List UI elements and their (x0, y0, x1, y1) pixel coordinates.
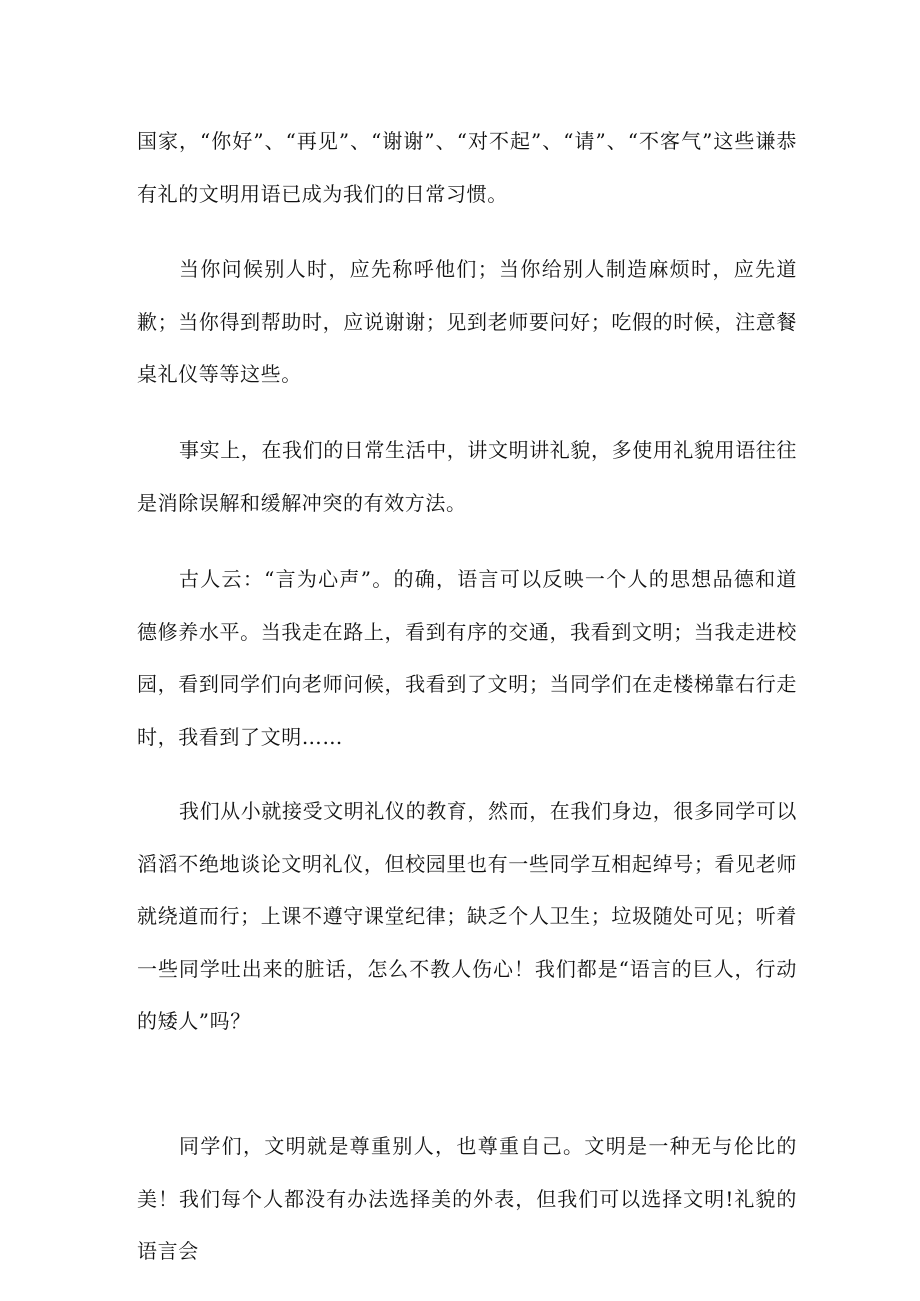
paragraph-choose-civility: 同学们，文明就是尊重别人，也尊重自己。文明是一种无与伦比的美！我们每个人都没有办法选择美的外表，但我们可以选择文明!礼貌的语言会 (137, 1134, 797, 1263)
paragraph-campus-problems: 我们从小就接受文明礼仪的教育，然而，在我们身边，很多同学可以滔滔不绝地谈论文明礼仪，但校园里也有一些同学互相起绰号；看见老师就绕道而行；上课不遵守课堂纪律；缺乏个人卫生；垃圾随处可见；听着一些同学吐出来的脏话，怎么不教人伤心！我们都是“语言的巨人，行动的矮人”吗？ (137, 799, 797, 1033)
paragraph-etiquette-rules: 当你问候别人时，应先称呼他们；当你给别人制造麻烦时，应先道歉；当你得到帮助时，应说谢谢；见到老师要问好；吃假的时候，注意餐桌礼仪等等这些。 (137, 257, 797, 386)
paragraph-ancient-saying: 古人云：“言为心声”。的确，语言可以反映一个人的思想品德和道德修养水平。当我走在路上，看到有序的交通，我看到文明；当我走进校园，看到同学们向老师问候，我看到了文明；当同学们在走楼梯靠右行走时，我看到了文明…… (137, 567, 797, 749)
paragraph-greetings-habit: 国家，“你好”、“再见”、“谢谢”、“对不起”、“请”、“不客气”这些谦恭有礼的文明用语已成为我们的日常习惯。 (137, 129, 797, 206)
paragraph-courtesy-effect: 事实上，在我们的日常生活中，讲文明讲礼貌，多使用礼貌用语往往是消除误解和缓解冲突的有效方法。 (137, 438, 797, 515)
